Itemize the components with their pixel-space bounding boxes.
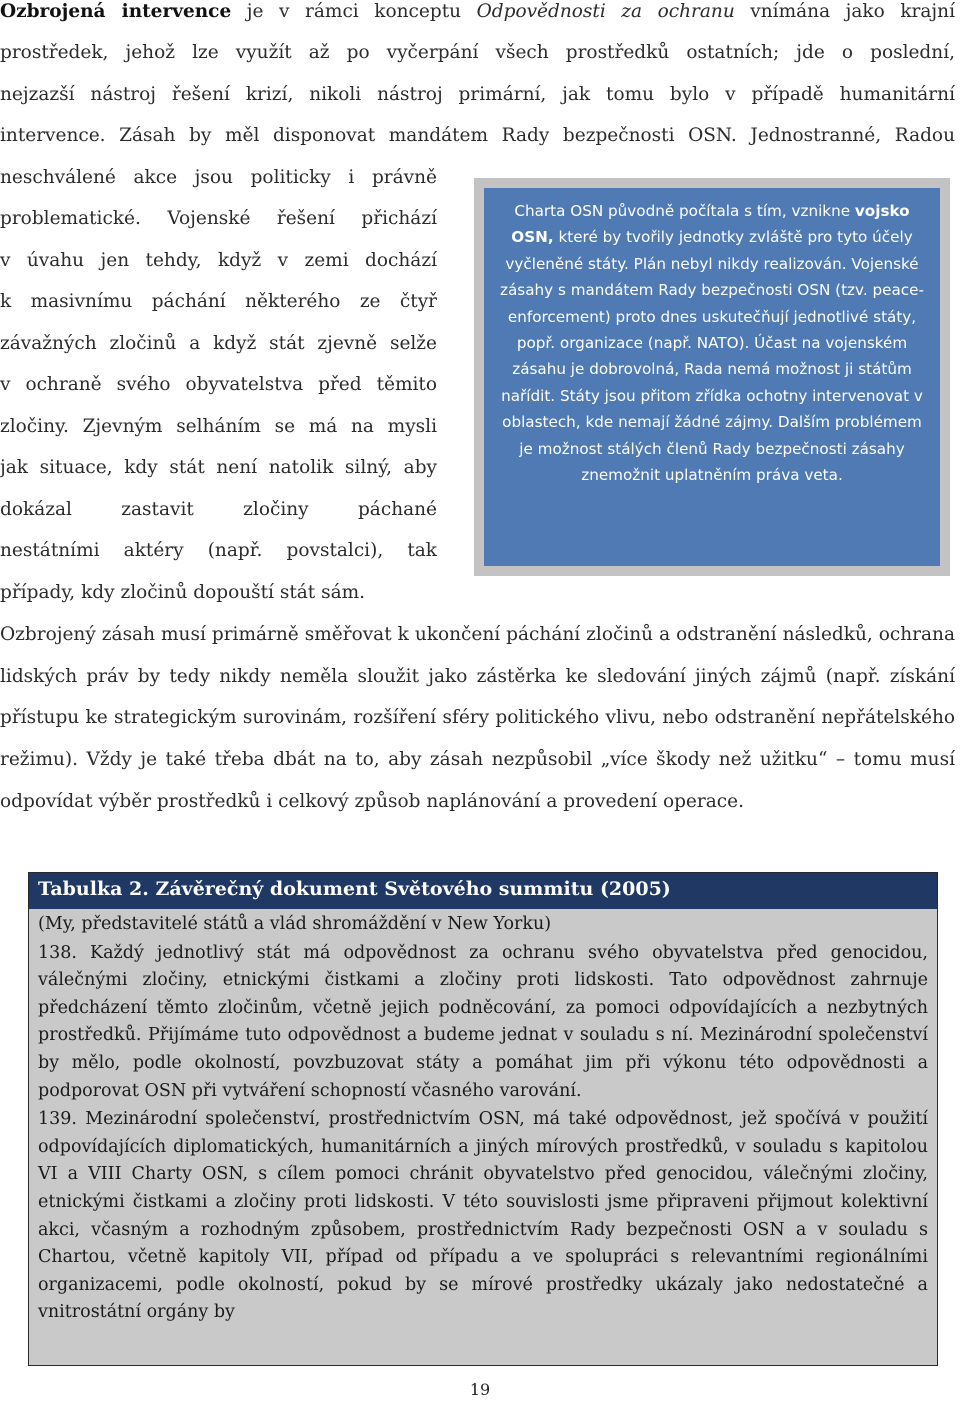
column-line: nestátními aktéry (např. povstalci), tak [0,540,437,561]
info-sidebox-panel [484,188,940,566]
intro-text-a: je v rámci konceptu [231,1,477,22]
table-header [29,873,937,909]
table-title: Tabulka 2. Závěrečný dokument Světového summitu (2005) [38,878,671,900]
page-number: 19 [469,1380,491,1399]
column-line: v ochraně svého obyvatelstva před těmito [0,374,437,395]
sidebox-text-after: které by tvořily jednotky zvláště pro tyto účely vyčleněné státy. Plán nebyl nikdy realizován. Vojenské zásahy s mandátem Rady bezpečnosti OSN (tzv. peace-enforcement) proto dnes uskutečňují jednotlivé státy, popř. organizace (např. NATO). Účast na vojenském zásahu je dobrovolná, Rada nemá možnost ji státům nařídit. Státy jsou přitom zřídka ochotny intervenovat v oblastech, kde nemají žádné zájmy. Dalším problémem je možnost stálých členů Rady bezpečnosti zásahy znemožnit uplatněním práva veta. [500,228,924,485]
column-line: závažných zločinů a když stát zjevně selže [0,333,437,354]
column-line: případy, kdy zločinů dopouští stát sám. [0,582,366,603]
column-line: problematické. Vojenské řešení přichází [0,208,437,229]
column-line: dokázal zastavit zločiny páchané [0,499,437,520]
intro-line-2: prostředek, jehož lze využít až po vyčerpání všech prostředků ostatních; jde o poslední, [0,42,955,63]
info-sidebox [474,178,950,576]
column-line: k masivnímu páchání některého ze čtyř [0,291,437,312]
table-paragraph-138: 138. Každý jednotlivý stát má odpovědnost za ochranu svého obyvatelstva před genocidou, válečnými zločiny, etnickými čistkami a zločiny proti lidskosti. Tato odpovědnost zahrnuje předcházení těmto zločinům, včetně jejich podněcování, za pomoci odpovídajících a nezbytných prostředků. Přijímáme tuto odpovědnost a budeme jednat v souladu s ní. Mezinárodní společenství by mělo, podle okolností, povzbuzovat státy a pomáhat jim při výkonu této odpovědnosti a podporovat OSN při vytváření schopností včasného varování. [38,942,928,1101]
column-line: zločiny. Zjevným selháním se má na mysli [0,416,437,437]
intro-line-3: nejzazší nástroj řešení krizí, nikoli nástroj primární, jak tomu bylo v případě humanitární [0,84,955,105]
column-line: neschválené akce jsou politicky i právně [0,167,437,188]
table-body [38,911,928,1328]
info-sidebox-text [498,198,926,488]
column-line: jak situace, kdy stát není natolik silný, aby [0,457,437,478]
table-2 [28,872,938,1366]
sidebox-bold-term: vojsko OSN, [511,202,910,247]
intro-line-4: intervence. Zásah by měl disponovat mandátem Rady bezpečnosti OSN. Jednostranné, Radou [0,125,955,146]
intro-text-b: vnímána jako krajní [734,1,955,22]
intro-line-1 [0,0,955,33]
table-paragraph-139: 139. Mezinárodní společenství, prostřednictvím OSN, má také odpovědnost, jež spočívá v použití odpovídajících diplomatických, humanitárních a jiných mírových prostředků, v souladu s kapitolou VI a VIII Charty OSN, s cílem pomoci chránit obyvatelstvo před genocidou, válečnými zločiny, etnickými čistkami a zločiny proti lidskosti. V této souvislosti jsme připraveni přijmout kolektivní akci, včasným a rozhodným způsobem, prostřednictvím Rady bezpečnosti OSN a v souladu s Chartou, včetně kapitoly VII, případ od případu a ve spolupráci s relevantními regionálními organizacemi, podle okolností, pokud by se mírové prostředky ukázaly jako nedostatečné a vnitrostátní orgány by [38,1109,928,1323]
table-subtitle: (My, představitelé států a vlád shromáždění v New Yorku) [38,914,552,934]
concept-odpovednost: Odpovědnosti za ochranu [476,1,735,22]
column-line: v úvahu jen tehdy, když v zemi dochází [0,250,437,271]
sidebox-text-before: Charta OSN původně počítala s tím, vznikne [514,202,855,220]
term-ozbrojena-intervence: Ozbrojená intervence [0,1,232,22]
main-paragraph: Ozbrojený zásah musí primárně směřovat k ukončení páchání zločinů a odstranění následků, ochrana lidských práv by tedy nikdy neměla sloužit jako zástěrka ke sledování jiných zájmů (např. získání přístupu ke strategickým surovinám, rozšíření sféry politického vlivu, nebo odstranění nepřátelského režimu). Vždy je také třeba dbát na to, aby zásah nezpůsobil „více škody než užitku“ – tomu musí odpovídat výběr prostředků i celkový způsob naplánování a provedení operace. [0,624,955,812]
